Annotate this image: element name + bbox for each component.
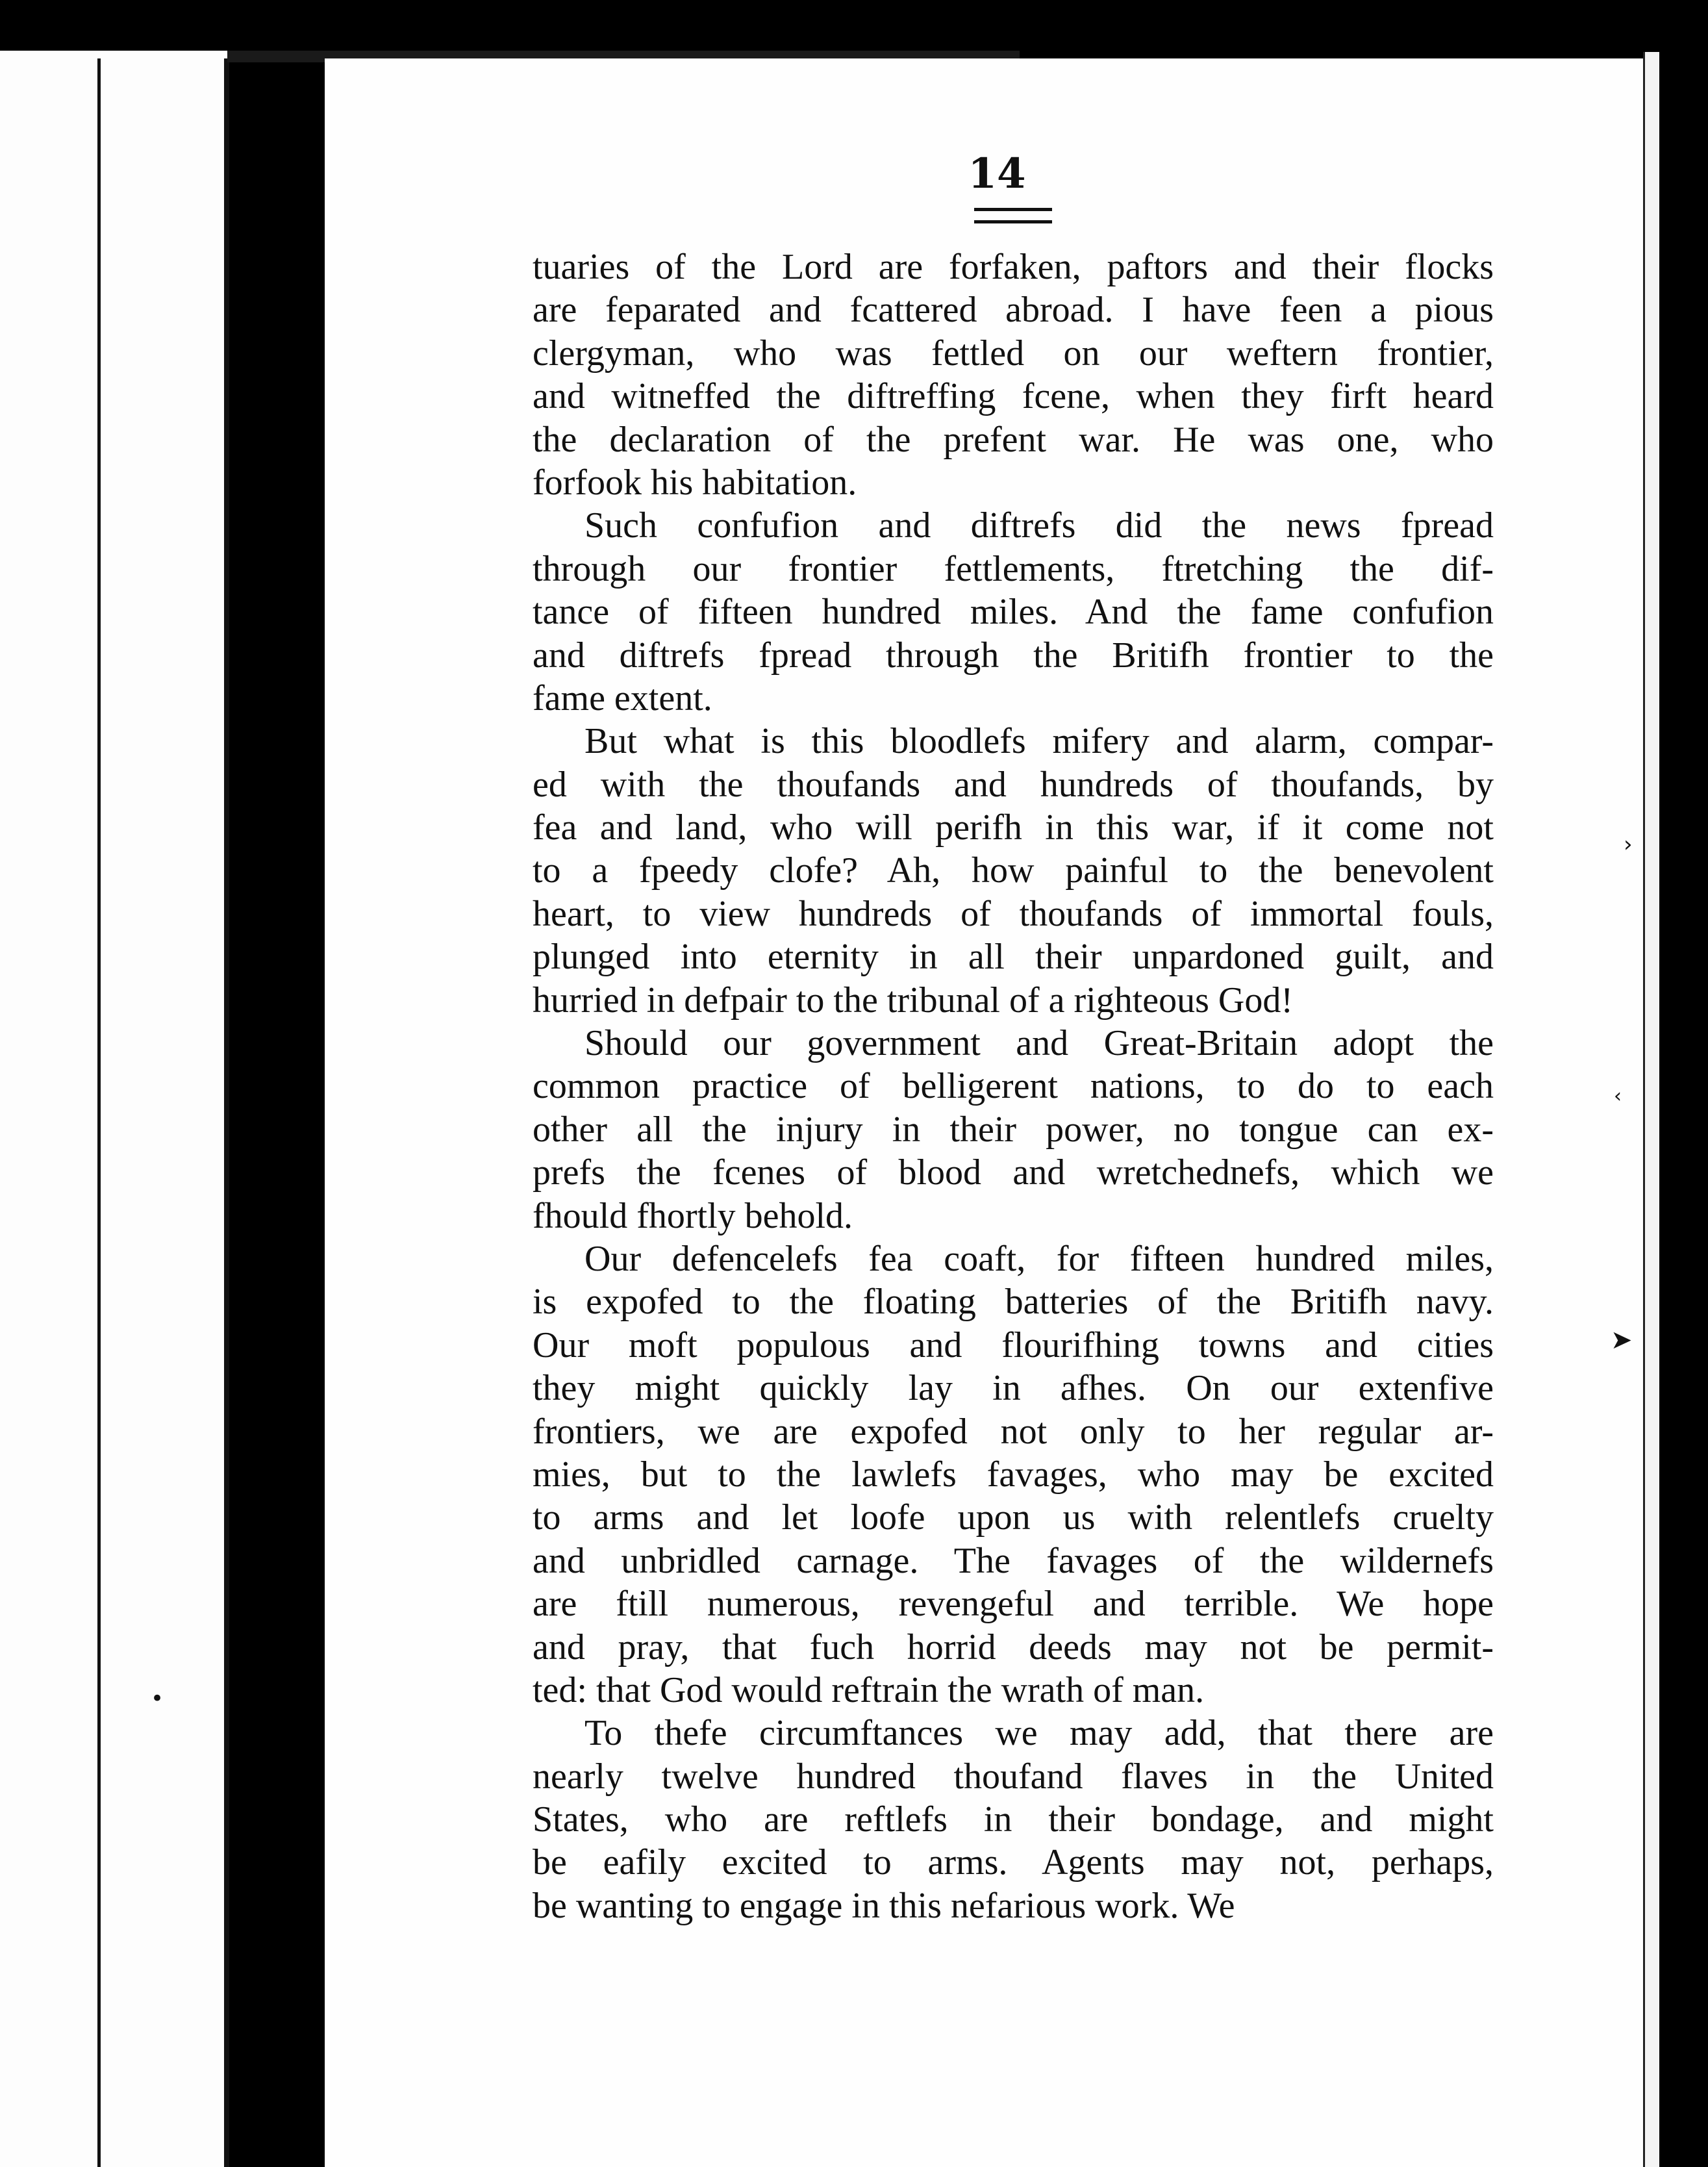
text-line: and witneffed the diftreffing fcene, when they firft heard — [533, 376, 1494, 417]
text-line: and unbridled carnage. The favages of the wildernefs — [533, 1540, 1494, 1581]
text-line: to a fpeedy clofe? Ah, how painful to the benevolent — [533, 850, 1494, 891]
page-number-rule — [974, 208, 1052, 223]
text-line: tuaries of the Lord are forfaken, paftors and their flocks — [533, 247, 1494, 287]
text-line: mies, but to the lawlefs favages, who may be excited — [533, 1454, 1494, 1495]
text-line: fea and land, who will perifh in this war, if it come not — [533, 807, 1494, 848]
text-line: heart, to view hundreds of thoufands of immortal fouls, — [533, 893, 1494, 934]
text-line: through our frontier fettlements, ftretching the dif- — [533, 548, 1494, 589]
scan-margin — [1659, 51, 1708, 2167]
text-line: clergyman, who was fettled on our weftern frontier, — [533, 333, 1494, 374]
text-line: prefs the fcenes of blood and wretchednefs, which we — [533, 1152, 1494, 1193]
text-line: tance of fifteen hundred miles. And the fame confufion — [533, 592, 1494, 633]
text-line: to arms and let loofe upon us with relentlefs cruelty — [533, 1497, 1494, 1538]
page-number: 14 — [968, 149, 1026, 198]
text-line: the declaration of the prefent war. He was one, who — [533, 419, 1494, 460]
text-line: be eafily excited to arms. Agents may not, perhaps, — [533, 1842, 1494, 1883]
paragraph — [533, 504, 1494, 720]
text-line: frontiers, we are expofed not only to her regular ar- — [533, 1411, 1494, 1452]
adjacent-page-edge — [0, 51, 227, 2167]
paragraph — [533, 720, 1494, 1022]
margin-dot: • — [151, 1686, 164, 1712]
margin-mark: › — [1624, 831, 1633, 857]
text-line: Such confufion and diftrefs did the news fpread — [584, 505, 1494, 546]
text-line: be wanting to engage in this nefarious work. We — [533, 1885, 1235, 1926]
text-line: they might quickly lay in afhes. On our extenfive — [533, 1368, 1494, 1409]
margin-mark: ‹ — [1614, 1085, 1622, 1108]
text-line: plunged into eternity in all their unpardoned guilt, and — [533, 937, 1494, 978]
text-line: common practice of belligerent nations, to do to each — [533, 1066, 1494, 1107]
margin-mark: ➤ — [1611, 1325, 1633, 1355]
paragraph — [533, 246, 1494, 504]
text-line: forfook his habitation. — [533, 462, 857, 503]
text-line: To thefe circumftances we may add, that there are — [584, 1713, 1494, 1754]
text-line: Our defencelefs fea coaft, for fifteen hundred miles, — [584, 1238, 1494, 1279]
text-line: Our moft populous and flourifhing towns and cities — [533, 1324, 1494, 1365]
text-line: other all the injury in their power, no tongue can ex- — [533, 1109, 1494, 1150]
text-line: fame extent. — [533, 678, 712, 718]
binding-line — [224, 58, 229, 2167]
text-line: hurried in defpair to the tribunal of a righteous God! — [533, 980, 1293, 1020]
text-line: ted: that God would reftrain the wrath of man. — [533, 1669, 1205, 1710]
text-line: and diftrefs fpread through the Britifh frontier to the — [533, 635, 1494, 676]
body-text — [533, 246, 1494, 1927]
text-line: nearly twelve hundred thoufand flaves in the United — [533, 1756, 1494, 1797]
text-line: But what is this bloodlefs mifery and alarm, compar- — [584, 721, 1494, 762]
text-line: Should our government and Great-Britain adopt the — [584, 1023, 1494, 1064]
text-line: fhould fhortly behold. — [533, 1195, 853, 1236]
text-line: ed with the thoufands and hundreds of thoufands, by — [533, 764, 1494, 805]
text-line: is expofed to the floating batteries of the Britifh navy. — [533, 1282, 1494, 1323]
text-line: are feparated and fcattered abroad. I have feen a pious — [533, 290, 1494, 331]
text-line: are ftill numerous, revengeful and terrible. We hope — [533, 1584, 1494, 1625]
binding-line — [97, 58, 101, 2167]
paragraph — [533, 1022, 1494, 1237]
text-line: and pray, that fuch horrid deeds may not be permit- — [533, 1627, 1494, 1667]
text-line: States, who are reftlefs in their bondage, and might — [533, 1799, 1494, 1840]
paragraph — [533, 1237, 1494, 1712]
paragraph — [533, 1712, 1494, 1927]
